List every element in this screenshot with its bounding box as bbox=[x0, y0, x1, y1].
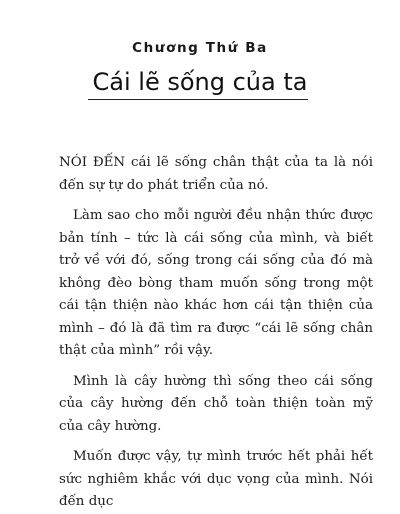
paragraph bbox=[59, 152, 373, 197]
body-text bbox=[59, 152, 373, 514]
paragraph: Làm sao cho mỗi người đều nhận thức được bản tính – tức là cái sống của mình, và biết trở về với đó, sống trong cái sống của đó mà không đèo bòng tham muốn sống trong một cái tận thiện nào khác hơn cái tận thiện của mình – đó là đã tìm ra được “cái lẽ sống chân thật của mình” rồi vậy. bbox=[59, 208, 373, 358]
paragraph: Muốn được vậy, tự mình trước hết phải hết sức nghiêm khắc với dục vọng của mình. Nói đến dục bbox=[59, 449, 373, 509]
chapter-label: Chương Thứ Ba bbox=[132, 40, 268, 56]
title-underline bbox=[88, 99, 308, 100]
paragraph-lead: NÓI ĐẾN bbox=[59, 155, 126, 170]
paragraph-text: cái lẽ sống chân thật của ta là nói đến sự tự do phát triển của nó. bbox=[59, 155, 373, 193]
paragraph: Mình là cây hường thì sống theo cái sống của cây hường đến chỗ toàn thiện toàn mỹ của cây hường. bbox=[59, 373, 373, 434]
chapter-title: Cái lẽ sống của ta bbox=[92, 68, 308, 96]
